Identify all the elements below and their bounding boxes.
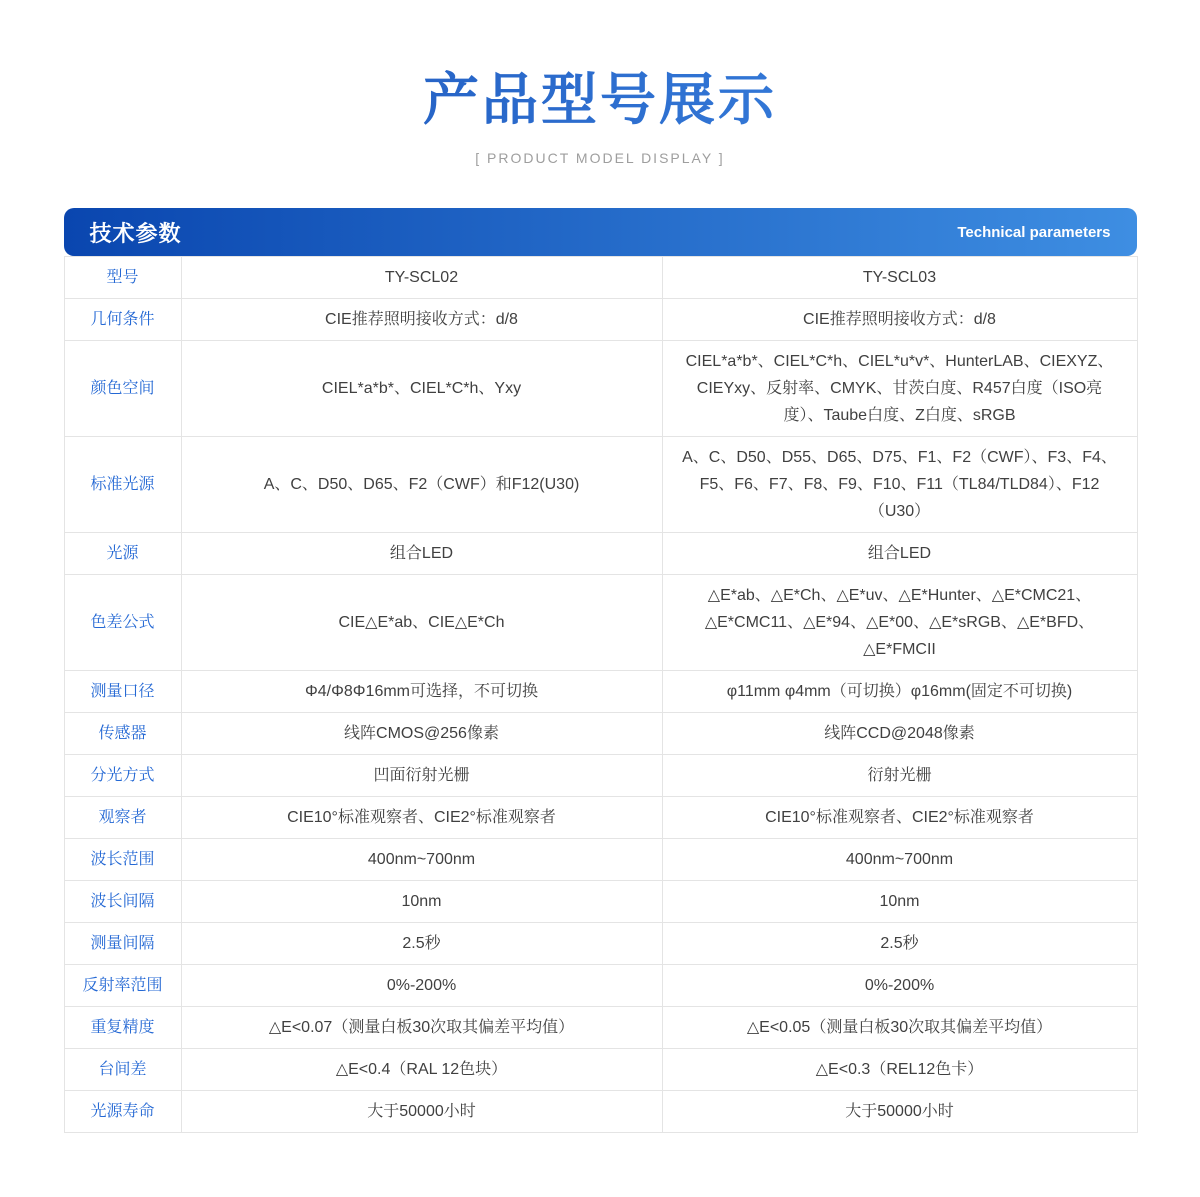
panel-header xyxy=(64,208,1137,256)
table-row xyxy=(64,1091,1137,1133)
value-scl03: 组合LED xyxy=(662,533,1137,575)
value-scl02: 组合LED xyxy=(181,533,662,575)
table-row xyxy=(64,257,1137,299)
param-label: 测量口径 xyxy=(64,671,181,713)
value-scl03: 衍射光栅 xyxy=(662,755,1137,797)
table-row xyxy=(64,575,1137,671)
table-row xyxy=(64,437,1137,533)
value-scl03: 0%-200% xyxy=(662,965,1137,1007)
value-scl02: Φ4/Φ8Φ16mm可选择，不可切换 xyxy=(181,671,662,713)
value-scl03: 线阵CCD@2048像素 xyxy=(662,713,1137,755)
value-scl02: 400nm~700nm xyxy=(181,839,662,881)
value-scl02: 凹面衍射光栅 xyxy=(181,755,662,797)
param-label: 分光方式 xyxy=(64,755,181,797)
value-scl03: TY-SCL03 xyxy=(662,257,1137,299)
spec-table xyxy=(64,256,1138,1133)
param-label: 重复精度 xyxy=(64,1007,181,1049)
param-label: 波长间隔 xyxy=(64,881,181,923)
table-row xyxy=(64,341,1137,437)
param-label: 几何条件 xyxy=(64,299,181,341)
value-scl02: 线阵CMOS@256像素 xyxy=(181,713,662,755)
value-scl02: 10nm xyxy=(181,881,662,923)
param-label: 型号 xyxy=(64,257,181,299)
table-row xyxy=(64,1049,1137,1091)
param-label: 测量间隔 xyxy=(64,923,181,965)
table-row xyxy=(64,923,1137,965)
param-label: 颜色空间 xyxy=(64,341,181,437)
table-row xyxy=(64,671,1137,713)
value-scl02: TY-SCL02 xyxy=(181,257,662,299)
value-scl03: △E*ab、△E*Ch、△E*uv、△E*Hunter、△E*CMC21、△E*CMC11、△E*94、△E*00、△E*sRGB、△E*BFD、△E*FMCII xyxy=(662,575,1137,671)
param-label: 色差公式 xyxy=(64,575,181,671)
value-scl02: △E<0.07（测量白板30次取其偏差平均值） xyxy=(181,1007,662,1049)
value-scl03: CIE10°标准观察者、CIE2°标准观察者 xyxy=(662,797,1137,839)
page-title: 产品型号展示 xyxy=(0,0,1200,132)
param-label: 反射率范围 xyxy=(64,965,181,1007)
param-label: 光源 xyxy=(64,533,181,575)
param-label: 传感器 xyxy=(64,713,181,755)
value-scl03: 2.5秒 xyxy=(662,923,1137,965)
param-label: 波长范围 xyxy=(64,839,181,881)
page-subtitle: [ PRODUCT MODEL DISPLAY ] xyxy=(475,150,725,167)
panel-header-title-cn: 技术参数 xyxy=(89,220,182,246)
value-scl02: 大于50000小时 xyxy=(181,1091,662,1133)
value-scl03: CIE推荐照明接收方式：d/8 xyxy=(662,299,1137,341)
param-label: 台间差 xyxy=(64,1049,181,1091)
value-scl03: 大于50000小时 xyxy=(662,1091,1137,1133)
panel-header-title-en: Technical parameters xyxy=(957,223,1111,241)
param-label: 光源寿命 xyxy=(64,1091,181,1133)
spec-table-body xyxy=(64,257,1137,1133)
value-scl02: 0%-200% xyxy=(181,965,662,1007)
value-scl03: 400nm~700nm xyxy=(662,839,1137,881)
table-row xyxy=(64,839,1137,881)
value-scl02: CIE推荐照明接收方式：d/8 xyxy=(181,299,662,341)
param-label: 标准光源 xyxy=(64,437,181,533)
table-row xyxy=(64,881,1137,923)
value-scl02: CIEL*a*b*、CIEL*C*h、Yxy xyxy=(181,341,662,437)
table-row xyxy=(64,299,1137,341)
value-scl02: CIE△E*ab、CIE△E*Ch xyxy=(181,575,662,671)
table-row xyxy=(64,1007,1137,1049)
table-row xyxy=(64,713,1137,755)
value-scl03: 10nm xyxy=(662,881,1137,923)
table-row xyxy=(64,533,1137,575)
table-row xyxy=(64,965,1137,1007)
value-scl02: △E<0.4（RAL 12色块） xyxy=(181,1049,662,1091)
table-row xyxy=(64,755,1137,797)
param-label: 观察者 xyxy=(64,797,181,839)
value-scl03: φ11mm φ4mm（可切换）φ16mm(固定不可切换) xyxy=(662,671,1137,713)
value-scl03: △E<0.3（REL12色卡） xyxy=(662,1049,1137,1091)
value-scl02: CIE10°标准观察者、CIE2°标准观察者 xyxy=(181,797,662,839)
spec-panel xyxy=(64,208,1137,1133)
value-scl02: A、C、D50、D65、F2（CWF）和F12(U30) xyxy=(181,437,662,533)
value-scl03: △E<0.05（测量白板30次取其偏差平均值） xyxy=(662,1007,1137,1049)
value-scl03: A、C、D50、D55、D65、D75、F1、F2（CWF）、F3、F4、F5、F6、F7、F8、F9、F10、F11（TL84/TLD84）、F12（U30） xyxy=(662,437,1137,533)
value-scl03: CIEL*a*b*、CIEL*C*h、CIEL*u*v*、HunterLAB、CIEXYZ、CIEYxy、反射率、CMYK、甘茨白度、R457白度（ISO亮度）、Taube白度、Z白度、sRGB xyxy=(662,341,1137,437)
table-row xyxy=(64,797,1137,839)
value-scl02: 2.5秒 xyxy=(181,923,662,965)
